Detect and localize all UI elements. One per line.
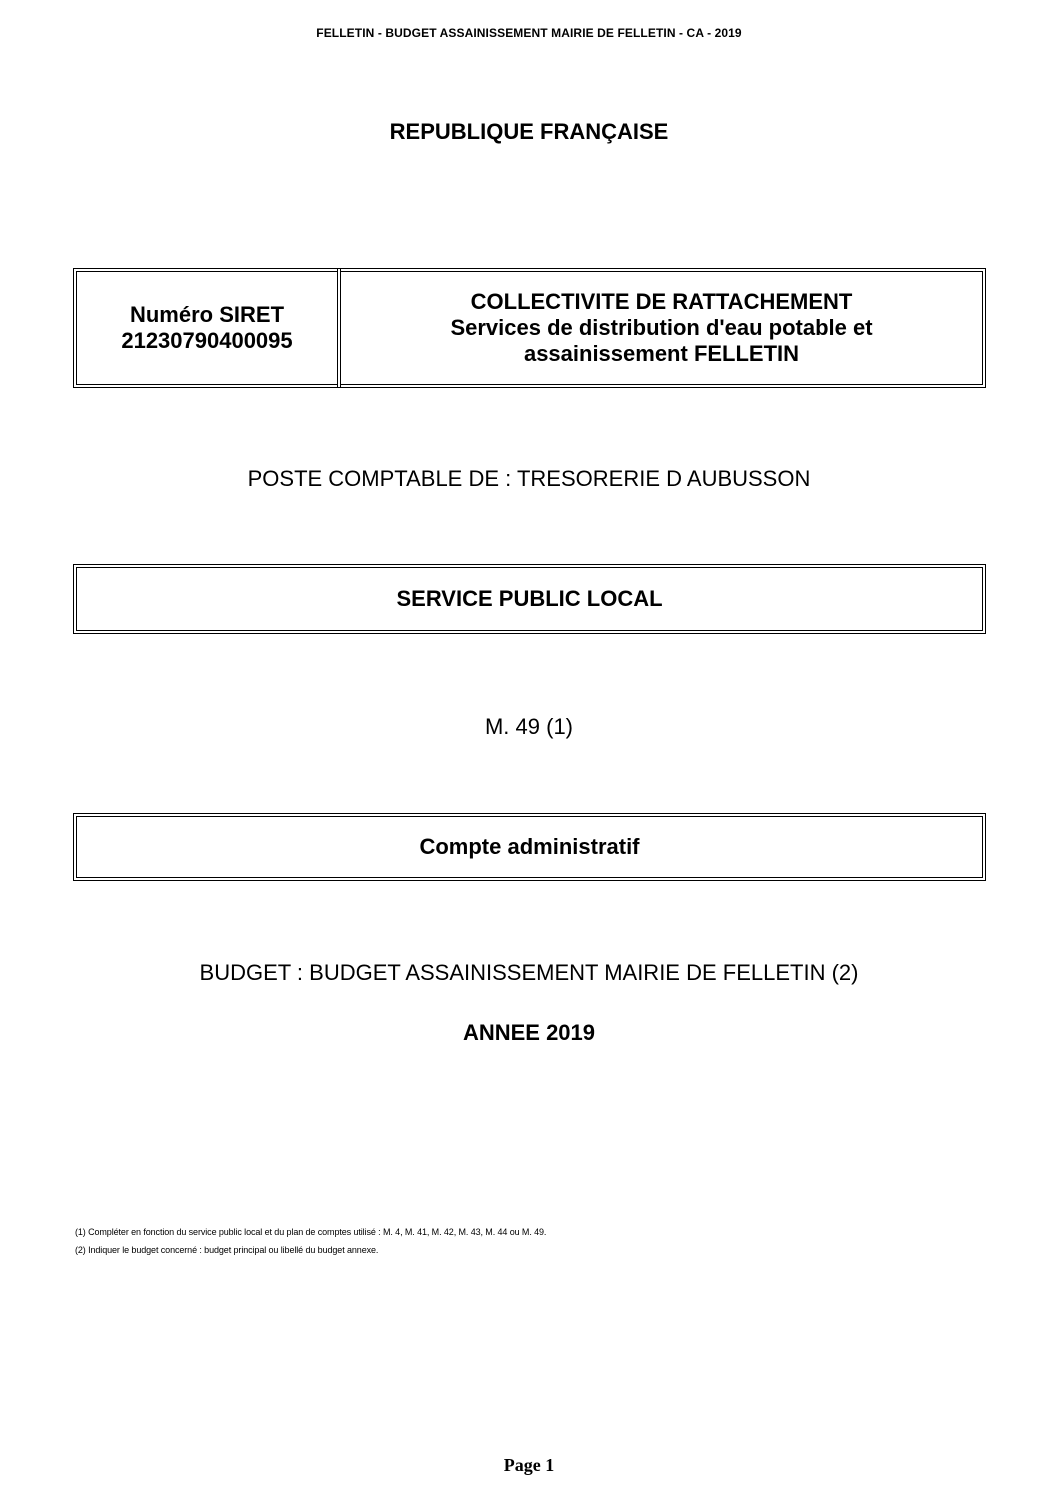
collectivite-line1: Services de distribution d'eau potable et	[450, 315, 873, 340]
nomenclature-label: M. 49 (1)	[484, 714, 574, 739]
running-header: FELLETIN - BUDGET ASSAINISSEMENT MAIRIE DE FELLETIN - CA - 2019	[316, 26, 742, 40]
republique-title: REPUBLIQUE FRANÇAISE	[389, 119, 669, 144]
collectivite-title: COLLECTIVITE DE RATTACHEMENT	[470, 289, 853, 314]
identity-box	[73, 268, 986, 388]
collectivite-cell	[341, 272, 982, 384]
siret-label: Numéro SIRET	[129, 302, 285, 327]
siret-cell	[77, 272, 337, 384]
poste-comptable: POSTE COMPTABLE DE : TRESORERIE D AUBUSSON	[247, 466, 811, 491]
footnote-1: (1) Compléter en fonction du service public local et du plan de comptes utilisé : M. 4, M. 41, M. 42, M. 43, M. 44 ou M. 49.	[75, 1227, 547, 1237]
page-number: Page 1	[503, 1455, 555, 1475]
service-public-label: SERVICE PUBLIC LOCAL	[396, 586, 663, 611]
document-type-box	[73, 813, 986, 881]
service-public-box	[73, 564, 986, 634]
siret-number: 21230790400095	[121, 328, 293, 353]
budget-label: BUDGET : BUDGET ASSAINISSEMENT MAIRIE DE FELLETIN (2)	[199, 960, 859, 985]
annee-label: ANNEE 2019	[462, 1020, 596, 1045]
collectivite-line2: assainissement FELLETIN	[523, 341, 800, 366]
document-type-label: Compte administratif	[419, 834, 640, 859]
footnote-2: (2) Indiquer le budget concerné : budget principal ou libellé du budget annexe.	[75, 1245, 379, 1255]
